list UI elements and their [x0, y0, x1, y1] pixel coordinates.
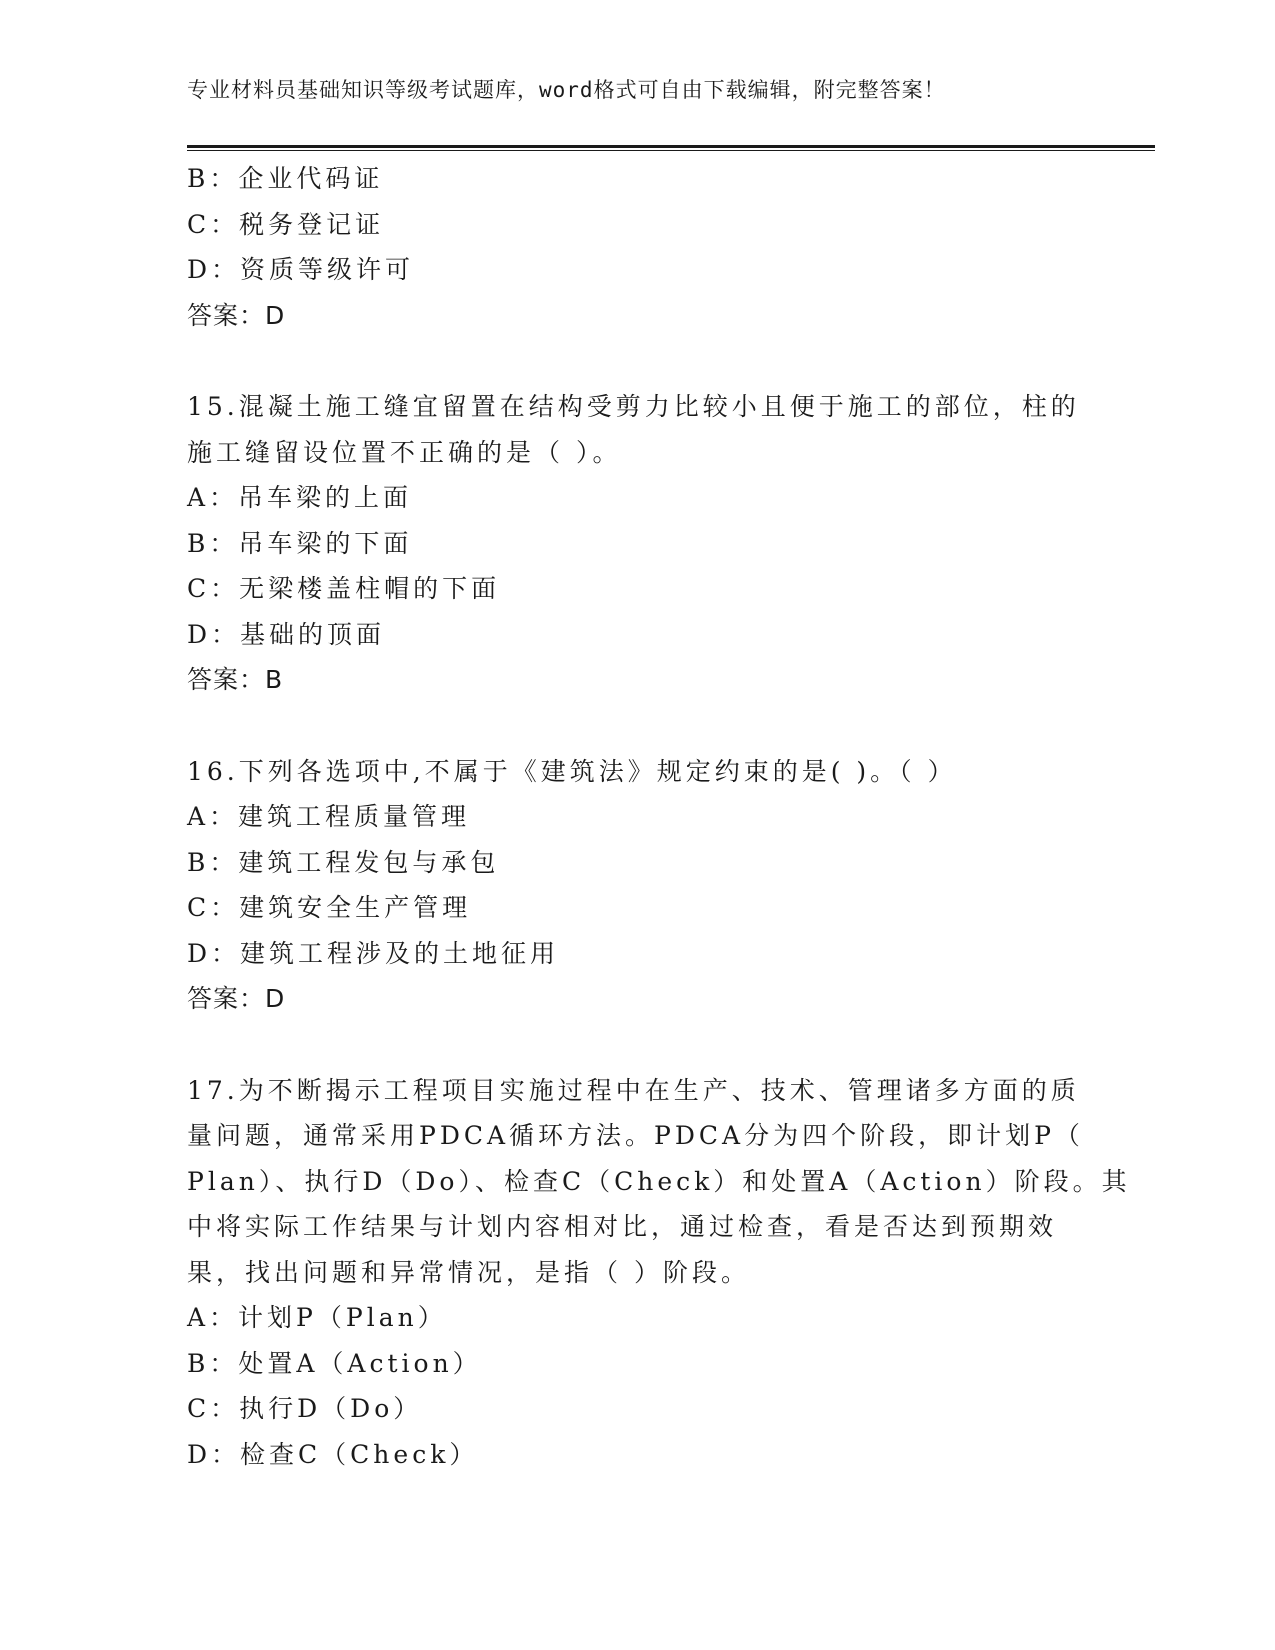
question-stem-line: 中将实际工作结果与计划内容相对比，通过检查，看是否达到预期效	[187, 1212, 1058, 1241]
option-b: B：企业代码证	[187, 164, 384, 193]
question-stem-line: 15.混凝土施工缝宜留置在结构受剪力比较小且便于施工的部位，柱的	[187, 392, 1080, 421]
question-stem-line: 16.下列各选项中,不属于《建筑法》规定约束的是( )。（ ）	[187, 756, 957, 786]
option-b: B：吊车梁的下面	[187, 528, 413, 558]
option-c: C：执行D（Do）	[187, 1394, 423, 1423]
answer-line: 答案：D	[187, 984, 286, 1013]
option-b: B：处置A（Action）	[187, 1348, 482, 1378]
option-a: A：吊车梁的上面	[187, 483, 413, 512]
question-15	[187, 384, 1087, 703]
option-a: A：建筑工程质量管理	[187, 802, 471, 831]
option-c: C：无梁楼盖柱帽的下面	[187, 574, 501, 603]
question-stem-line: 17.为不断揭示工程项目实施过程中在生产、技术、管理诸多方面的质	[187, 1075, 1080, 1105]
option-c: C：建筑安全生产管理	[187, 893, 472, 922]
option-d: D：检查C（Check）	[187, 1439, 479, 1469]
answer-line: 答案：B	[187, 665, 284, 694]
page-header: 专业材料员基础知识等级考试题库，word格式可自由下载编辑，附完整答案！	[187, 78, 946, 102]
question-17	[187, 1068, 1131, 1478]
header-rule-thick	[187, 145, 1155, 148]
carryover-question	[187, 156, 1087, 338]
question-stem-line: Plan）、执行D（Do）、检查C（Check）和处置A（Action）阶段。其	[187, 1166, 1131, 1196]
question-stem-line: 果，找出问题和异常情况，是指（ ）阶段。	[187, 1257, 750, 1287]
question-stem-line: 施工缝留设位置不正确的是（ ）。	[187, 437, 622, 467]
question-stem-line: 量问题，通常采用PDCA循环方法。PDCA分为四个阶段，即计划P（	[187, 1121, 1084, 1150]
option-a: A：计划P（Plan）	[187, 1303, 447, 1332]
option-b: B：建筑工程发包与承包	[187, 847, 500, 877]
option-d: D：建筑工程涉及的土地征用	[187, 938, 560, 968]
question-list	[187, 156, 1131, 1477]
answer-line: 答案：D	[187, 300, 286, 330]
option-d: D：基础的顶面	[187, 619, 386, 649]
header-rule-thin	[187, 150, 1155, 151]
option-d: D：资质等级许可	[187, 255, 415, 284]
option-c: C：税务登记证	[187, 209, 385, 239]
question-16	[187, 749, 1087, 1022]
